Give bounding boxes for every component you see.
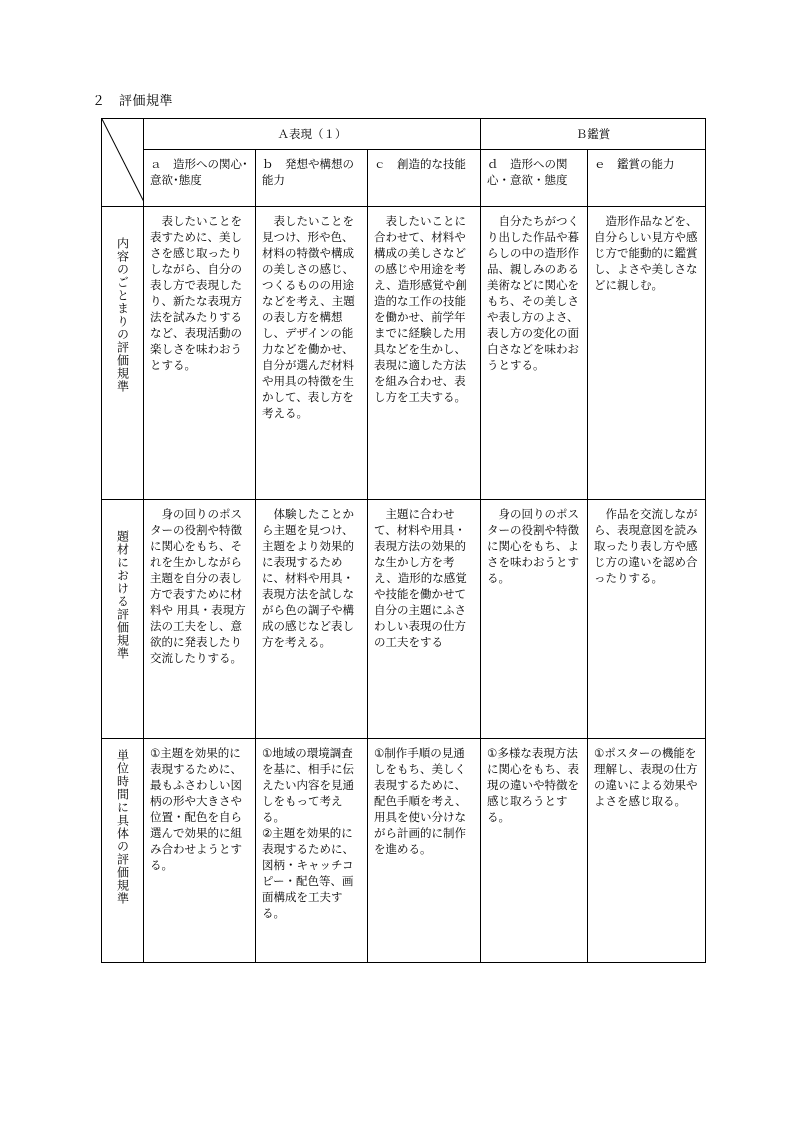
table-cell: ①地域の環境調査を基に、相手に伝えたい内容を見通しをもって考える。 ②主題を効果的に表現するために、図柄・キャッチコピー・配色等、画面構成を工夫する。: [256, 739, 368, 963]
table-cell: 自分たちがつくり出した作品や暮らしの中の造形作品、親しみのある美術などに関心をもち、その美しさや表し方のよさ、表し方の変化の面白さなどを味わおうとする。: [481, 207, 588, 500]
row-label: 題材における評価規準: [115, 530, 130, 660]
row-label: 内容のごとまりの評価規準: [115, 237, 130, 393]
table-row: [102, 739, 706, 963]
row-label-cell: [102, 207, 144, 500]
group-header-expression: Ａ表現（１）: [144, 119, 481, 150]
table-row: [102, 500, 706, 739]
table-cell: ①多様な表現方法に関心をもち、表現の違いや特徴を感じ取ろうとする。: [481, 739, 588, 963]
table-cell: 主題に合わせて、材料や用具・表現方法の効果的な生かし方を考え、造形的な感覚や技能を働かせて自分の主題にふさわしい表現の仕方の工夫をする: [368, 500, 481, 739]
table-cell: ①主題を効果的に表現するために、最もふさわしい図柄の形や大きさや位置・配色を自ら選んで効果的に組み合わせようとする。: [144, 739, 256, 963]
table-cell: 造形作品などを、自分らしい見方や感じ方で能動的に鑑賞し、よさや美しさなどに親しむ。: [588, 207, 706, 500]
table-cell: 表したいことに合わせて、材料や構成の美しさなどの感じや用途を考え、造形感覚や創造的な工作の技能を働かせ、前学年までに経験した用具などを生かし、表現に適した方法を組み合わせ、表し方を工夫する。: [368, 207, 481, 500]
table-cell: 体験したことから主題を見つけ、主題をより効果的に表現するために、材料や用具・表現方法を試しながら色の調子や構成の感じなど表し方を考える。: [256, 500, 368, 739]
diagonal-corner-cell: [102, 119, 144, 207]
table-cell: ①制作手順の見通しをもち、美しく表現するために、配色手順を考え、用具を使い分けながら計画的に制作を進める。: [368, 739, 481, 963]
diagonal-line: [102, 119, 144, 202]
table-cell: 作品を交流しながら、表現意図を読み取ったり表し方や感じ方の違いを認め合ったりする。: [588, 500, 706, 739]
row-label: 単位時間に具体の評価規準: [115, 749, 130, 905]
section-heading: ２ 評価規準: [92, 94, 174, 109]
column-header-b: ｂ 発想や構想の能力: [256, 150, 368, 207]
row-label-cell: [102, 500, 144, 739]
table-cell: 身の回りのポスターの役割や特徴に関心をもち、よさを味わおうとする。: [481, 500, 588, 739]
column-header-c: ｃ 創造的な技能: [368, 150, 481, 207]
table-row: [102, 207, 706, 500]
column-header-e: ｅ 鑑賞の能力: [588, 150, 706, 207]
table-cell: ①ポスターの機能を理解し、表現の仕方の違いによる効果やよさを感じ取る。: [588, 739, 706, 963]
table-cell: 身の回りのポスターの役割や特徴に関心をもち、それを生かしながら主題を自分の表し方で表すために材料や 用具・表現方法の工夫をし、意欲的に発表したり交流したりする。: [144, 500, 256, 739]
evaluation-criteria-table: [101, 118, 706, 963]
group-header-appreciation: Ｂ鑑賞: [481, 119, 706, 150]
row-label-cell: [102, 739, 144, 963]
table-cell: 表したいことを見つけ、形や色、材料の特徴や構成の美しさの感じ、つくるものの用途などを考え、主題の表し方を構想し、デザインの能力などを働かせ、自分が選んだ材料や用具の特徴を生かして、表し方を考える。: [256, 207, 368, 500]
column-header-d: ｄ 造形への関心・意欲・態度: [481, 150, 588, 207]
table-cell: 表したいことを表すために、美しさを感じ取ったりしながら、自分の表し方で表現したり、新たな表現方法を試みたりするなど、表現活動の楽しさを味わおうとする。: [144, 207, 256, 500]
column-header-a: ａ 造形への関心･意欲･態度: [144, 150, 256, 207]
